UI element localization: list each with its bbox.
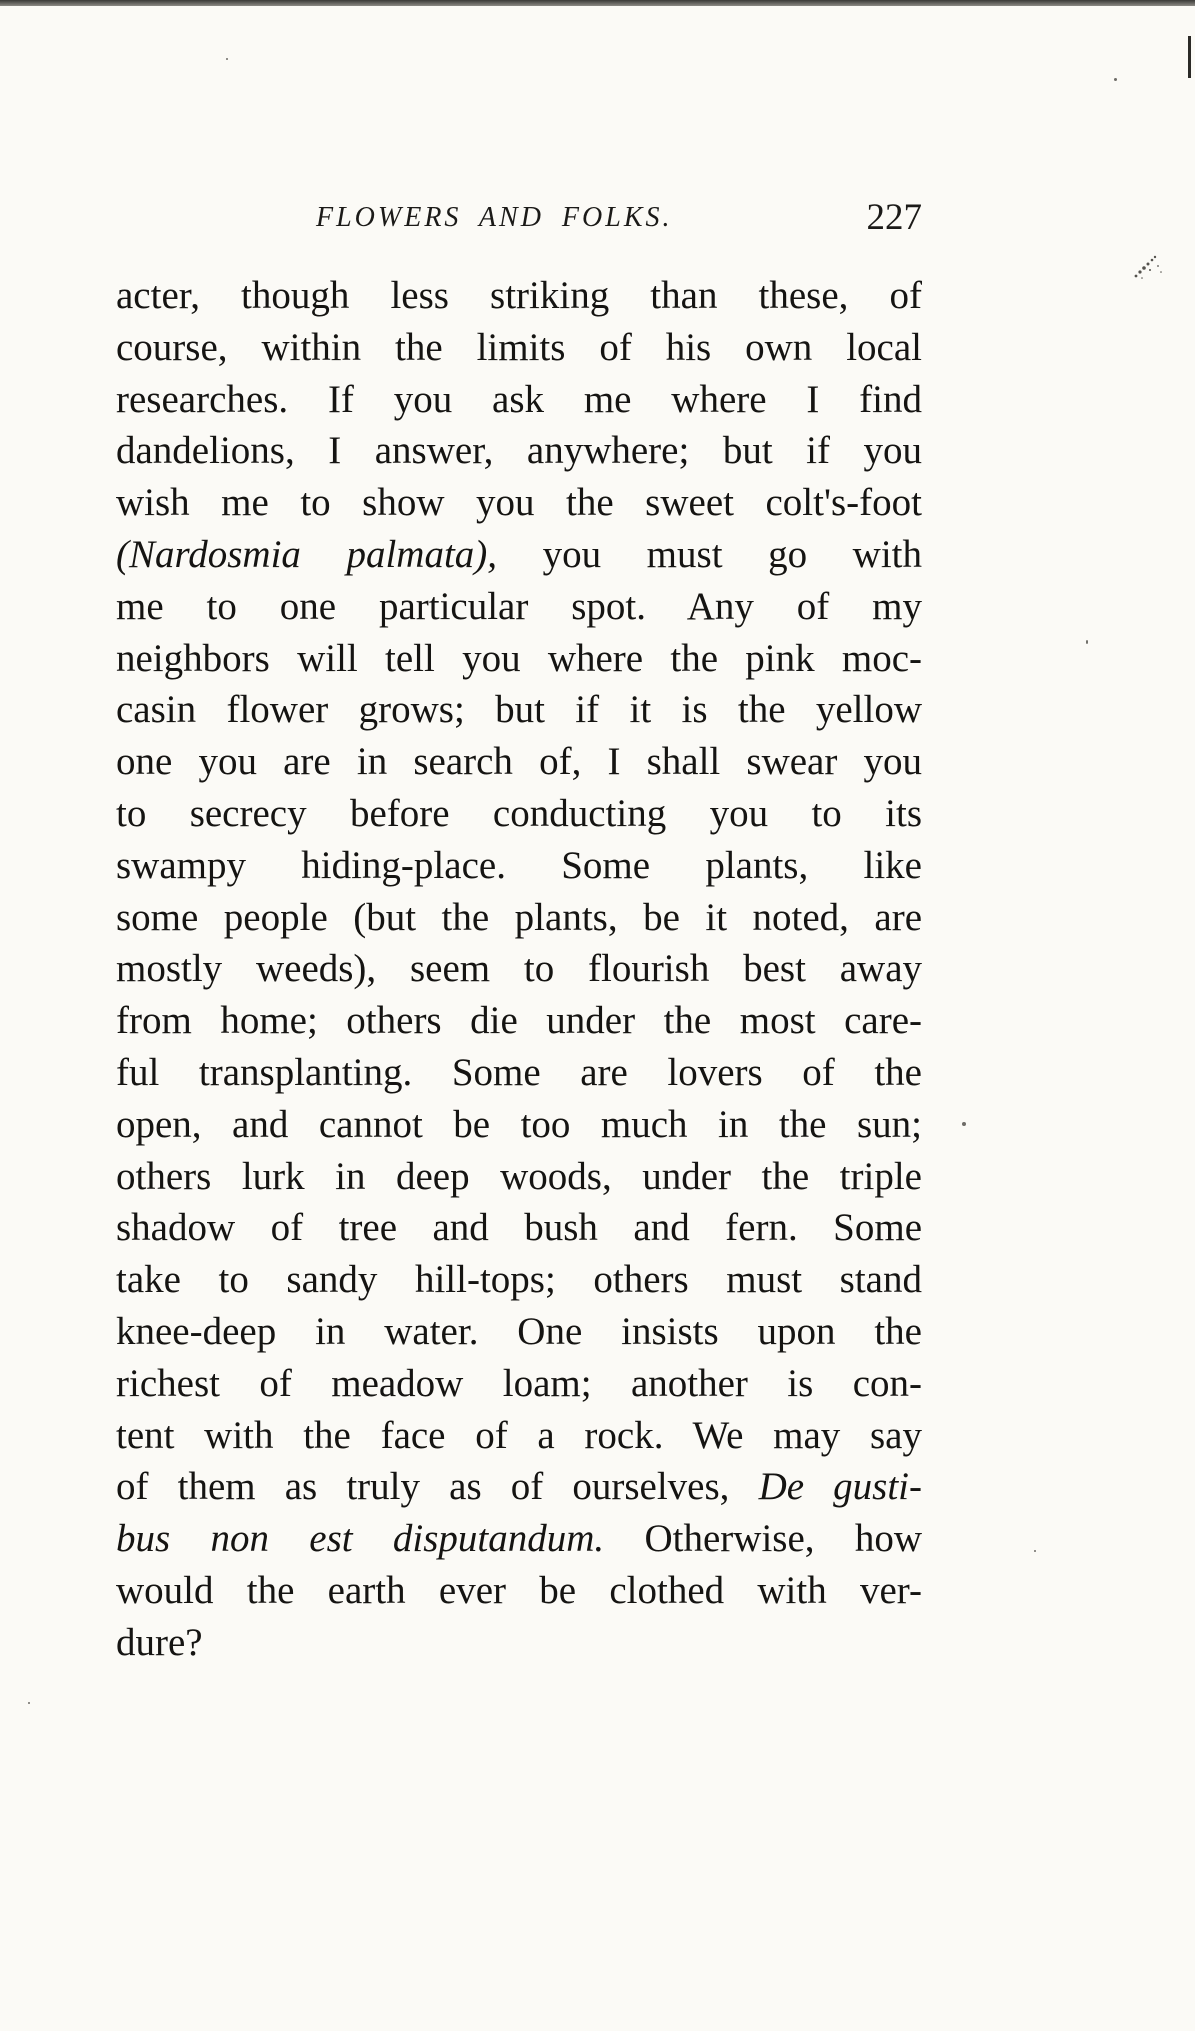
text-line: [116, 322, 922, 374]
text-line-roman: of them as truly as of ourselves,: [116, 1465, 759, 1509]
running-title: FLOWERS AND FOLKS.: [316, 202, 673, 233]
text-line-italic: bus non est disputandum.: [116, 1517, 605, 1561]
text-line: [116, 684, 922, 736]
paper-speck: [226, 58, 228, 60]
text-line: [116, 529, 922, 581]
paper-speck: [1086, 640, 1088, 644]
text-line: [116, 1151, 922, 1203]
page-header: [116, 196, 922, 246]
text-line: [116, 1306, 922, 1358]
text-line: [116, 892, 922, 944]
text-line: [116, 943, 922, 995]
text-line-roman: Otherwise, how: [604, 1517, 922, 1561]
text-line-roman: researches. If you ask me where I find: [116, 377, 922, 421]
text-line-roman: me to one particular spot. Any of my: [116, 584, 922, 628]
text-line-roman: ful transplanting. Some are lovers of the: [116, 1050, 922, 1094]
text-line: [116, 1617, 922, 1669]
text-line: [116, 1047, 922, 1099]
text-line: [116, 425, 922, 477]
text-line-roman: would the earth ever be clothed with ver-: [116, 1568, 922, 1612]
top-edge-rule: [0, 0, 1195, 6]
text-line-roman: dandelions, I answer, anywhere; but if you: [116, 429, 922, 473]
text-line-roman: open, and cannot be too much in the sun;: [116, 1102, 922, 1146]
text-line-roman: knee-deep in water. One insists upon the: [116, 1309, 922, 1353]
page-number: 227: [866, 197, 922, 238]
body-paragraph: [116, 270, 922, 1669]
text-line-roman: shadow of tree and bush and fern. Some: [116, 1206, 922, 1250]
text-line: [116, 1410, 922, 1462]
text-line: [116, 840, 922, 892]
text-line: [116, 1254, 922, 1306]
text-line: [116, 270, 922, 322]
text-line-roman: to secrecy before conducting you to its: [116, 791, 922, 835]
text-line-roman: neighbors will tell you where the pink moc-: [116, 636, 922, 680]
text-line: [116, 788, 922, 840]
text-line-roman: swampy hiding-place. Some plants, like: [116, 843, 922, 887]
text-line: [116, 1099, 922, 1151]
ink-smudge: [1128, 246, 1168, 286]
text-line: [116, 736, 922, 788]
text-line-roman: from home; others die under the most care-: [116, 999, 922, 1043]
text-line: [116, 1513, 922, 1565]
text-line: [116, 374, 922, 426]
paper-speck: [962, 1122, 966, 1126]
text-line-roman: mostly weeds), seem to flourish best away: [116, 947, 922, 991]
paper-speck: [1034, 1550, 1036, 1552]
text-line-roman: richest of meadow loam; another is con-: [116, 1361, 922, 1405]
text-line: [116, 1461, 922, 1513]
text-line: [116, 581, 922, 633]
text-line-roman: take to sandy hill-tops; others must stand: [116, 1258, 922, 1302]
binding-edge-mark: [1188, 36, 1191, 78]
text-line-roman: you must go with: [497, 532, 922, 576]
text-line-roman: dure?: [116, 1620, 203, 1664]
text-line: [116, 633, 922, 685]
text-line-roman: acter, though less striking than these, of: [116, 274, 922, 317]
paper-speck: [1114, 78, 1117, 81]
text-line-italic: De gusti-: [758, 1465, 923, 1509]
text-line-roman: tent with the face of a rock. We may say: [116, 1413, 922, 1457]
paper-speck: [28, 1702, 30, 1704]
text-line-roman: casin flower grows; but if it is the yellow: [116, 688, 922, 732]
text-line-roman: wish me to show you the sweet colt's-foot: [116, 481, 922, 525]
text-line: [116, 1565, 922, 1617]
text-line-roman: some people (but the plants, be it noted, are: [116, 895, 922, 939]
text-line: [116, 1202, 922, 1254]
text-line-roman: others lurk in deep woods, under the triple: [116, 1154, 922, 1198]
text-line-roman: one you are in search of, I shall swear you: [116, 740, 922, 784]
text-line: [116, 995, 922, 1047]
text-line: [116, 477, 922, 529]
text-line-italic: (Nardosmia palmata),: [116, 532, 498, 576]
text-line-roman: course, within the limits of his own local: [116, 325, 922, 369]
text-line: [116, 1358, 922, 1410]
